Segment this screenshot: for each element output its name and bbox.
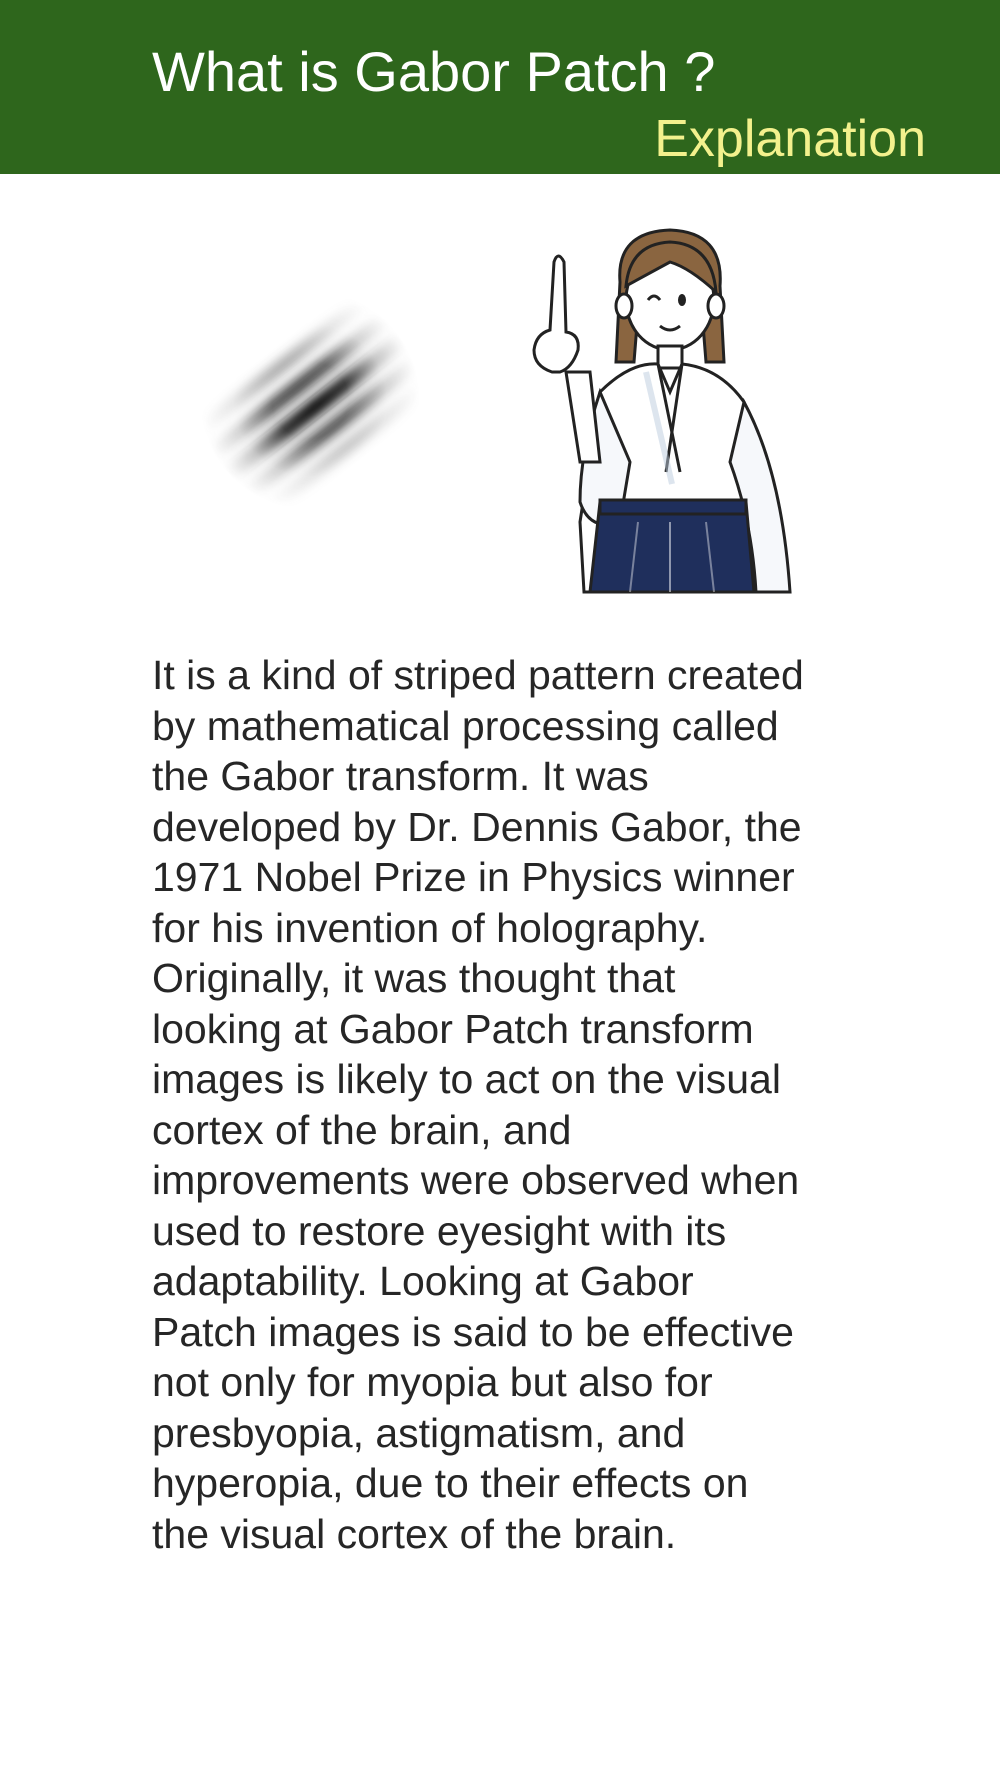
header-bar [0, 0, 1000, 174]
page-subtitle: Explanation [654, 110, 926, 168]
gabor-patch-image [200, 290, 420, 510]
page-title: What is Gabor Patch ? [152, 40, 716, 103]
explanation-text: It is a kind of striped pattern created by mathematical processing called the Gabor transform. It was developed by Dr. Dennis Gabor, the 1971 Nobel Prize in Physics winner for his invention of holography. Originally, it was thought that looking at Gabor Patch transform images is likely to act on the visual cortex of the brain, and improvements were observed when used to restore eyesight with its adaptability. Looking at Gabor Patch images is said to be effective not only for myopia but also for presbyopia, astigmatism, and hyperopia, due to their effects on the visual cortex of the brain. [152, 652, 804, 1557]
woman-pointing-up-illustration [520, 222, 820, 604]
